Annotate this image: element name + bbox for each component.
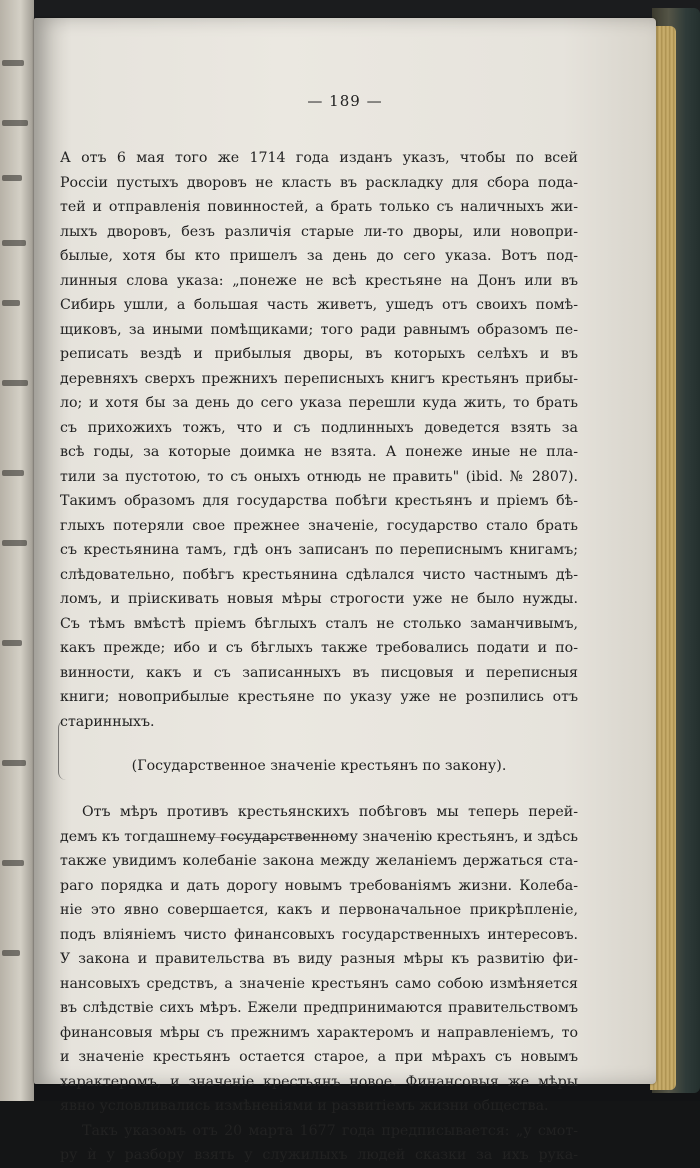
text-line: нiе это явно совершается, какъ и первоначальное прикрѣпленiе, xyxy=(60,902,578,918)
text-line: Съ тѣмъ вмѣстѣ прiемъ бѣглыхъ сталъ не столько заманчивымъ, xyxy=(60,615,578,632)
section-heading: (Государственное значенiе крестьянъ по закону). xyxy=(131,758,507,774)
text-line: также увидимъ колебанiе закона между желанiемъ держаться ста- xyxy=(60,853,578,869)
text-line: въ слѣдствiе сихъ мѣръ. Ежели предпринимаются правительствомъ xyxy=(60,1000,578,1016)
text-line: винности, какъ и съ записанныхъ въ писцовыя и переписныя xyxy=(60,664,578,681)
text-line: линныя слова указа: „понеже не всѣ крестьяне на Донъ или въ xyxy=(60,272,578,289)
text-line: всѣ годы, за которые доимка не взята. А понеже иные не пла- xyxy=(60,444,578,460)
text-line: ло; и хотя бы за день до сего указа перешли куда жить, то брать xyxy=(60,395,578,411)
text-line: Отъ мѣръ противъ крестьянскихъ побѣговъ мы теперь перей- xyxy=(82,804,578,820)
paragraph-1 xyxy=(60,146,578,734)
prev-page-text-fragment xyxy=(2,950,20,956)
text-line: деревняхъ сверхъ прежнихъ переписныхъ книгъ крестьянъ прибы- xyxy=(60,370,578,387)
text-line: У закона и правительства въ виду разныя мѣры къ развитiю фи- xyxy=(60,951,578,967)
paragraph-2 xyxy=(60,800,578,1119)
prev-page-text-fragment xyxy=(2,470,24,476)
text-line: характеромъ, и значенiе крестьянъ новое. Финансовыя же мѣры xyxy=(60,1073,578,1090)
text-line: нансовыхъ средствъ, а значенiе крестьянъ само собою измѣняется xyxy=(60,975,578,992)
prev-page-text-fragment xyxy=(2,120,28,126)
prev-page-text-fragment xyxy=(2,300,20,306)
prev-page-text-fragment xyxy=(2,640,22,646)
page-text xyxy=(60,146,578,1168)
text-line: реписать вездѣ и прибылыя дворы, въ которыхъ селѣхъ и въ xyxy=(60,346,578,362)
text-line: глыхъ потеряли свое прежнее значенiе, государство стало брать xyxy=(60,517,578,534)
text-line: тили за пустотою, то съ оныхъ отнюдь не править" (ibid. № 2807). xyxy=(60,468,578,485)
text-line: съ прихожихъ тожъ, что и съ подлинныхъ доведется взять за xyxy=(60,419,578,436)
text-line: былые, хотя бы кто пришелъ за день до сего указа. Вотъ под- xyxy=(60,248,578,264)
text-line: подъ влiянiемъ чисто финансовыхъ государственныхъ интересовъ. xyxy=(60,926,578,943)
text-line: финансовыя мѣры съ прежнимъ характеромъ и направленiемъ, то xyxy=(60,1024,578,1041)
prev-page-text-fragment xyxy=(2,860,24,866)
text-line: Такъ указомъ отъ 20 марта 1677 года предписывается: „у смот- xyxy=(82,1122,578,1139)
text-line: Такимъ образомъ для государства побѣги крестьянъ и прiемъ бѣ- xyxy=(60,493,578,509)
prev-page-text-fragment xyxy=(2,380,28,386)
text-line: раго порядка и дать дорогу новымъ требованiямъ жизни. Колеба- xyxy=(60,877,578,894)
text-line: и значенiе крестьянъ остается старое, а при мѣрахъ съ новымъ xyxy=(60,1049,578,1065)
book-page xyxy=(34,18,656,1163)
text-line: ру ѝ у разбору взять у служилыхъ людей сказки за ихъ рука- xyxy=(60,1147,578,1163)
prev-page-text-fragment xyxy=(2,60,24,66)
prev-page-text-fragment xyxy=(2,240,26,246)
text-line: съ крестьянина тамъ, гдѣ онъ записанъ по переписнымъ книгамъ; xyxy=(60,542,578,558)
text-line: щиковъ, за иными помѣщиками; того ради равнымъ образомъ пе- xyxy=(60,321,578,338)
text-line: слѣдовательно, побѣгъ крестьянина сдѣлался чисто частнымъ дѣ- xyxy=(60,566,578,583)
page-number: — 189 — xyxy=(307,92,383,110)
text-line: какъ прежде; ибо и съ бѣглыхъ также требовались подати и по- xyxy=(60,640,578,656)
text-line: Россiи пустыхъ дворовъ не класть въ раскладку для сбора пода- xyxy=(60,174,578,191)
text-line: явно условливались измѣненiями и развитiемъ жизни общества. xyxy=(60,1098,549,1114)
previous-page-edge xyxy=(0,0,34,1101)
text-line: лыхъ дворовъ, безъ различiя старые ли-то дворы, или новопри- xyxy=(60,223,578,240)
text-line: демъ къ тогдашнему государственному значенiю крестьянъ, и здѣсь xyxy=(60,828,578,845)
text-line: старинныхъ. xyxy=(60,713,155,730)
prev-page-text-fragment xyxy=(2,175,22,181)
text-line: ломъ, и прiискивать новыя мѣры строгости уже не было нужды. xyxy=(60,591,578,607)
paragraph-3 xyxy=(60,1119,578,1168)
prev-page-text-fragment xyxy=(2,540,27,546)
text-line: книги; новоприбылые крестьяне по указу уже не розпились отъ xyxy=(60,689,578,705)
text-line: тей и отправленiя повинностей, а брать только съ наличныхъ жи- xyxy=(60,199,578,215)
prev-page-text-fragment xyxy=(2,760,26,766)
text-line: А отъ 6 мая того же 1714 года изданъ указъ, чтобы по всей xyxy=(60,150,578,166)
text-line: Сибирь ушли, а большая часть живетъ, ушедъ отъ своихъ помѣ- xyxy=(60,297,578,313)
